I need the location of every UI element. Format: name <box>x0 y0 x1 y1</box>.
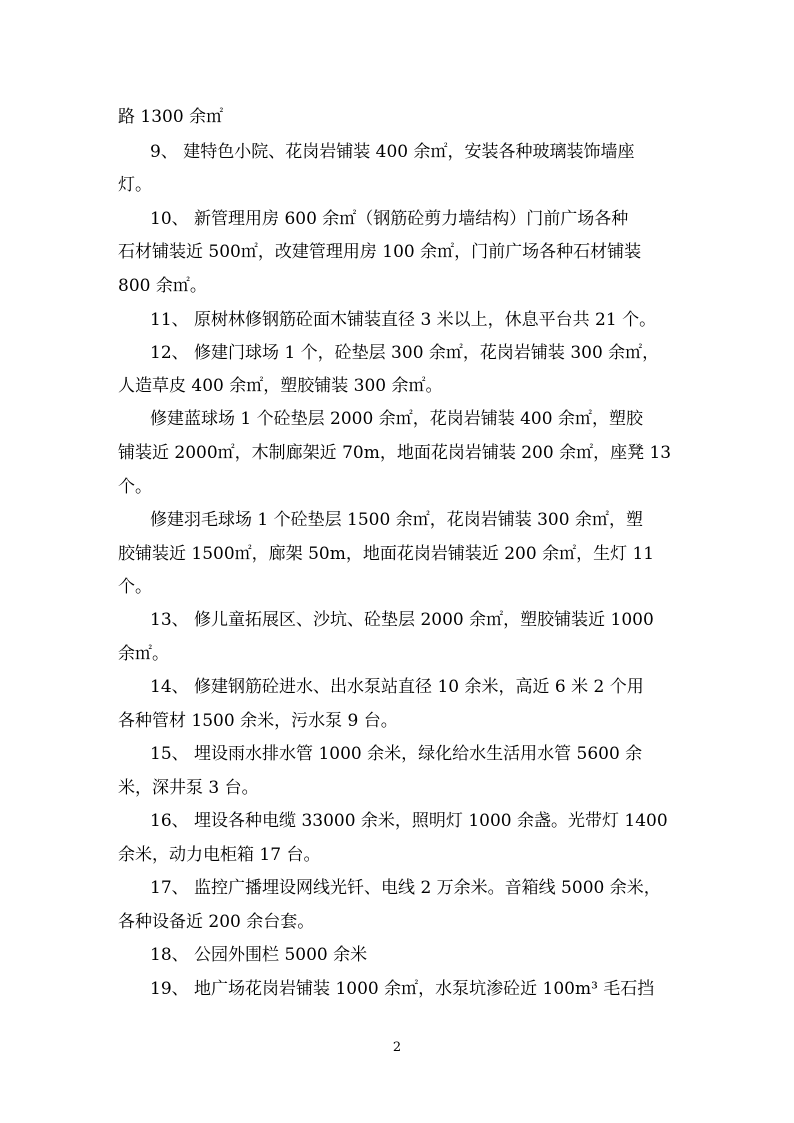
text-line-18: 14、 修建钢筋砼进水、出水泵站直径 10 余米，高近 6 米 2 个用 <box>150 677 644 697</box>
text-line-27: 19、 地广场花岗岩铺装 1000 余㎡，水泵坑渗砼近 100m³ 毛石挡 <box>150 979 655 999</box>
text-line-4: 10、 新管理用房 600 余㎡（钢筋砼剪力墙结构）门前广场各种 <box>150 209 629 229</box>
text-line-25: 各种设备近 200 余台套。 <box>118 912 315 932</box>
text-line-5: 石材铺装近 500㎡，改建管理用房 100 余㎡，门前广场各种石材铺装 <box>118 242 642 262</box>
text-line-21: 米，深井泵 3 台。 <box>118 778 259 798</box>
text-line-20: 15、 埋设雨水排水管 1000 余米，绿化给水生活用水管 5600 余 <box>150 744 643 764</box>
page-number: 2 <box>392 1040 402 1055</box>
text-line-7: 11、 原树林修钢筋砼面木铺装直径 3 米以上，休息平台共 21 个。 <box>150 310 657 330</box>
text-line-17: 余㎡。 <box>118 644 169 664</box>
text-line-2: 9、 建特色小院、花岗岩铺装 400 余㎡，安装各种玻璃装饰墙座 <box>150 142 635 162</box>
text-line-16: 13、 修儿童拓展区、沙坑、砼垫层 2000 余㎡，塑胶铺装近 1000 <box>150 610 654 630</box>
text-line-24: 17、 监控广播埋设网线光钎、电线 2 万余米。音箱线 5000 余米， <box>150 878 661 898</box>
text-line-14: 胶铺装近 1500㎡，廊架 50m，地面花岗岩铺装近 200 余㎡，生灯 11 <box>118 544 655 564</box>
text-line-8: 12、 修建门球场 1 个，砼垫层 300 余㎡，花岗岩铺装 300 余㎡， <box>150 343 660 363</box>
text-line-10: 修建蓝球场 1 个砼垫层 2000 余㎡，花岗岩铺装 400 余㎡，塑胶 <box>150 409 643 429</box>
text-line-23: 余米，动力电柜箱 17 台。 <box>118 845 321 865</box>
text-line-1: 路 1300 余㎡ <box>118 107 224 127</box>
text-line-12: 个。 <box>118 477 152 497</box>
text-line-6: 800 余㎡。 <box>118 276 207 296</box>
text-line-15: 个。 <box>118 577 152 597</box>
text-line-19: 各种管材 1500 余米，污水泵 9 台。 <box>118 711 398 731</box>
text-line-22: 16、 埋设各种电缆 33000 余米，照明灯 1000 余盏。光带灯 1400 <box>150 811 668 831</box>
text-line-13: 修建羽毛球场 1 个砼垫层 1500 余㎡，花岗岩铺装 300 余㎡，塑 <box>150 510 643 530</box>
text-line-3: 灯。 <box>118 175 152 195</box>
text-line-9: 人造草皮 400 余㎡，塑胶铺装 300 余㎡。 <box>118 376 443 396</box>
text-line-26: 18、 公园外围栏 5000 余米 <box>150 945 368 965</box>
text-line-11: 铺装近 2000㎡，木制廊架近 70m，地面花岗岩铺装 200 余㎡，座凳 13 <box>118 443 672 463</box>
